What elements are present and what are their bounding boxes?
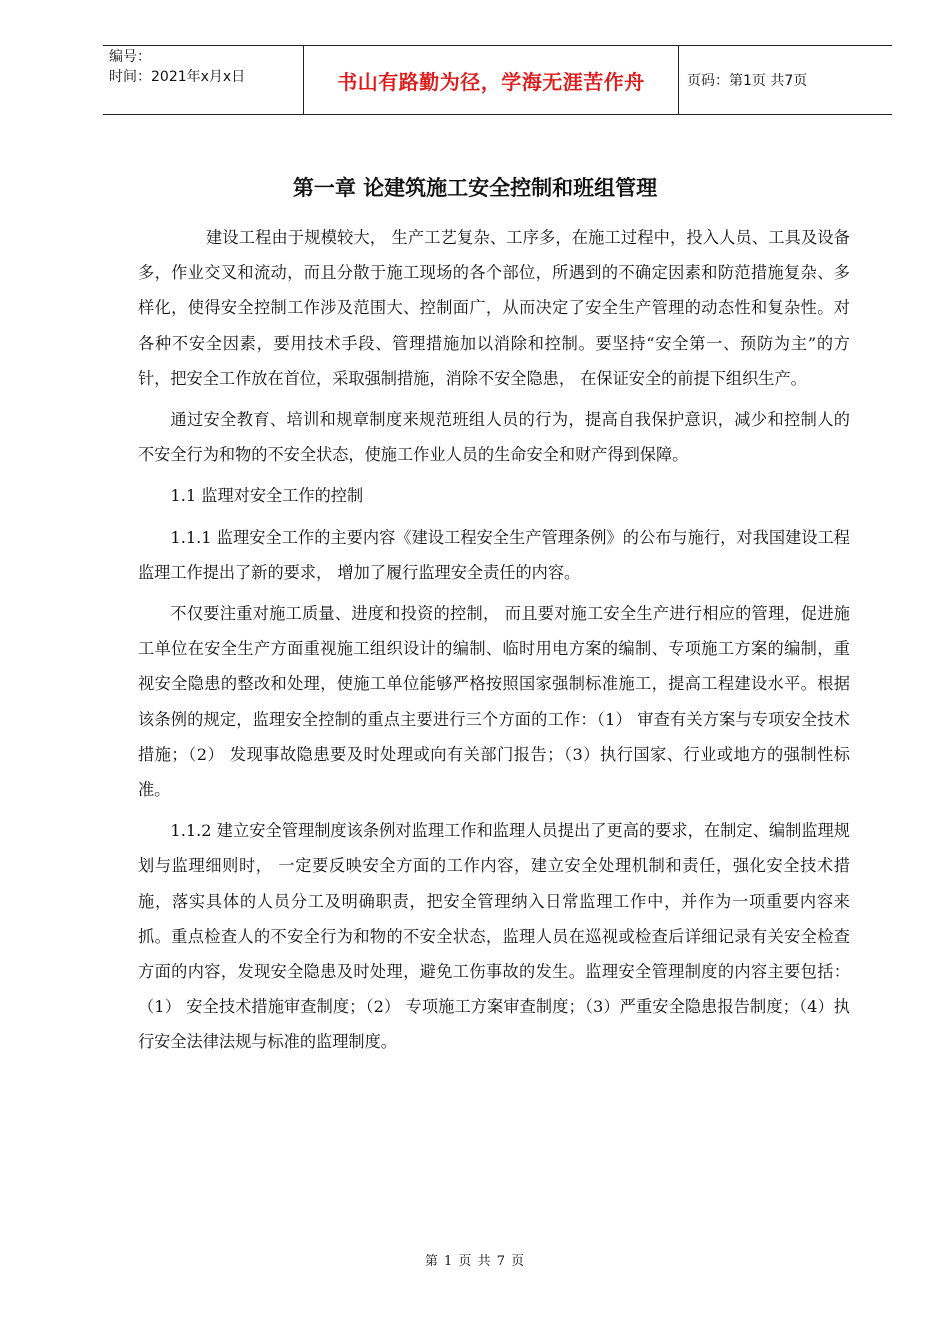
paragraph-intro: 建设工程由于规模较大， 生产工艺复杂、工序多，在施工过程中，投入人员、工具及设备多，作业交叉和流动，而且分散于施工现场的各个部位，所遇到的不确定因素和防范措施复杂、多样化，使得安全控制工作涉及范围大、控制面广，从而决定了安全生产管理的动态性和复杂性。对各种不安全因素，要用技术手段、管理措施加以消除和控制。要坚持“安全第一、预防为主”的方针，把安全工作放在首位，采取强制措施，消除不安全隐患， 在保证安全的前提下组织生产。 [138, 228, 850, 388]
header-motto: 书山有路勤为径，学海无涯苦作舟 [337, 69, 645, 94]
document-body [138, 220, 850, 1060]
header-meta [103, 46, 303, 114]
paragraph-1-1-1: 1.1.1 监理安全工作的主要内容《建设工程安全生产管理条例》的公布与施行，对我国建设工程监理工作提出了新的要求， 增加了履行监理安全责任的内容。 [138, 527, 850, 582]
paragraph-1-1-2: 1.1.2 建立安全管理制度该条例对监理工作和监理人员提出了更高的要求，在制定、编制监理规划与监理细则时， 一定要反映安全方面的工作内容，建立安全处理机制和责任，强化安全技术措施，落实具体的人员分工及明确职责，把安全管理纳入日常监理工作中，并作为一项重要内容来抓。重点检查人的不安全行为和物的不安全状态，监理人员在巡视或检查后详细记录有关安全检查方面的内容，发现安全隐患及时处理，避免工伤事故的发生。监理安全管理制度的内容主要包括：（1） 安全技术措施审查制度；（2） 专项施工方案审查制度；（3）严重安全隐患报告制度；（4）执行安全法律法规与标准的监理制度。 [138, 821, 850, 1052]
paragraph-education: 通过安全教育、培训和规章制度来规范班组人员的行为，提高自我保护意识，减少和控制人的不安全行为和物的不安全状态，使施工作业人员的生命安全和财产得到保障。 [138, 410, 850, 465]
page-header [103, 45, 892, 115]
chapter-title: 第一章 论建筑施工安全控制和班组管理 [292, 176, 658, 200]
paragraph-supervision: 不仅要注重对施工质量、进度和投资的控制， 而且要对施工安全生产进行相应的管理，促进施工单位在安全生产方面重视施工组织设计的编制、临时用电方案的编制、专项施工方案的编制，重视安全隐患的整改和处理，使施工单位能够严格按照国家强制标准施工，提高工程建设水平。根据该条例的规定，监理安全控制的重点主要进行三个方面的工作：（1） 审查有关方案与专项安全技术措施；（2） 发现事故隐患要及时处理或向有关部门报告；（3）执行国家、行业或地方的强制性标准。 [138, 604, 850, 800]
number-label: 编号： [109, 49, 151, 65]
date-label: 时间：2021年x月x日 [109, 69, 246, 85]
section-heading: 1.1 监理对安全工作的控制 [170, 486, 364, 506]
page-footer: 第 1 页 共 7 页 [424, 1254, 526, 1269]
header-page-info: 页码：第1页 共7页 [687, 73, 808, 89]
